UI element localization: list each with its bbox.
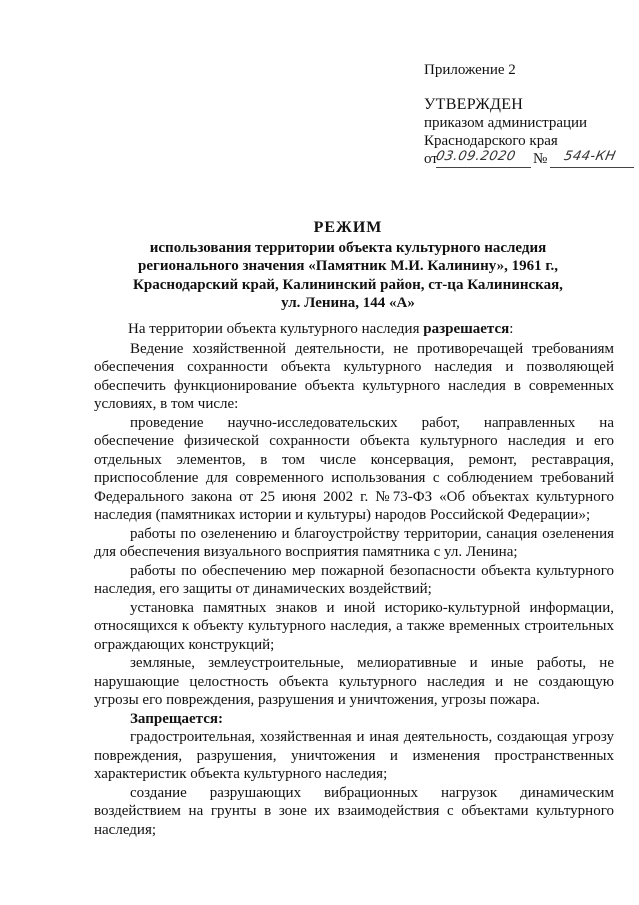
paragraph-construction-activity: градостроительная, хозяйственная и иная деятельность, создающая угрозу повреждения, разрушения, уничтожения и изменения пространственных характеристик объекта культурного наследия; bbox=[94, 729, 614, 782]
title-line-3: Краснодарский край, Калининский район, ст-ца Калининская, bbox=[133, 276, 563, 293]
order-date-prefix: от bbox=[424, 151, 438, 167]
order-number-sign: № bbox=[533, 151, 548, 167]
paragraph-vibration-loads: создание разрушающих вибрационных нагрузок динамическим воздействием на грунты в зоне их взаимодействия с объектами культурного наследия; bbox=[94, 784, 614, 838]
paragraph-memorial-signs: установка памятных знаков и иной историко-культурной информации, относящихся к объекту культурного наследия, а также временных строительных ограждающих конструкций; bbox=[94, 599, 614, 653]
approved-by-order: приказом администрации bbox=[424, 115, 588, 131]
title-line-2: регионального значения «Памятник М.И. Калинину», 1961 г., bbox=[138, 258, 558, 274]
appendix-label: Приложение 2 bbox=[424, 62, 516, 78]
handwritten-order-number: 544-КН bbox=[562, 149, 618, 164]
paragraph-earthworks: земляные, землеустроительные, мелиоративные и иные работы, не нарушающие целостность объекта культурного наследия и не создающую угрозы его повреждения, разрушения и уничтожения, угрозы пожара. bbox=[94, 655, 614, 708]
title-line-1: использования территории объекта культурного наследия bbox=[149, 239, 547, 256]
handwritten-order-date: 03.09.2020 bbox=[434, 149, 518, 164]
number-underline bbox=[550, 167, 634, 168]
intro-allowed: разрешается bbox=[423, 321, 510, 337]
document-title bbox=[98, 219, 598, 313]
paragraph-fire-safety: работы по обеспечению мер пожарной безопасности объекта культурного наследия, его защиты от динамических воздействий; bbox=[94, 562, 614, 597]
document-body bbox=[94, 320, 614, 839]
title-line-4: ул. Ленина, 144 «А» bbox=[281, 295, 415, 311]
paragraph-research: проведение научно-исследовательских работ, направленных на обеспечение физической сохранности объекта культурного наследия и его отдельных элементов, в том числе консервация, ремонт, реставрация, приспособление для современного использования с соблюдением требований Федерального закона от 25 июня 2002 г. №73-ФЗ «Об объектах культурного наследия (памятниках истории и культуры) народов Российской Федерации»; bbox=[94, 414, 614, 523]
paragraph-economic-activity: Ведение хозяйственной деятельности, не противоречащей требованиям обеспечения сохранности объекта культурного наследия и позволяющей обеспечить функционирование объекта культурного наследия в современных условиях, в том числе: bbox=[94, 340, 614, 412]
date-underline bbox=[436, 167, 531, 168]
intro-colon: : bbox=[509, 321, 514, 337]
approved-region: Краснодарского края bbox=[424, 133, 558, 149]
intro-paragraph bbox=[94, 320, 614, 339]
approved-heading: УТВЕРЖДЕН bbox=[424, 96, 524, 113]
title-heading: РЕЖИМ bbox=[313, 219, 383, 236]
order-reference bbox=[424, 150, 634, 170]
approval-block bbox=[424, 96, 634, 170]
paragraph-landscaping: работы по озеленению и благоустройству территории, санация озеленения для обеспечения визуального восприятия памятника с ул. Ленина; bbox=[94, 525, 614, 560]
intro-text: На территории объекта культурного наследия bbox=[128, 321, 424, 337]
forbidden-heading: Запрещается: bbox=[130, 710, 224, 727]
